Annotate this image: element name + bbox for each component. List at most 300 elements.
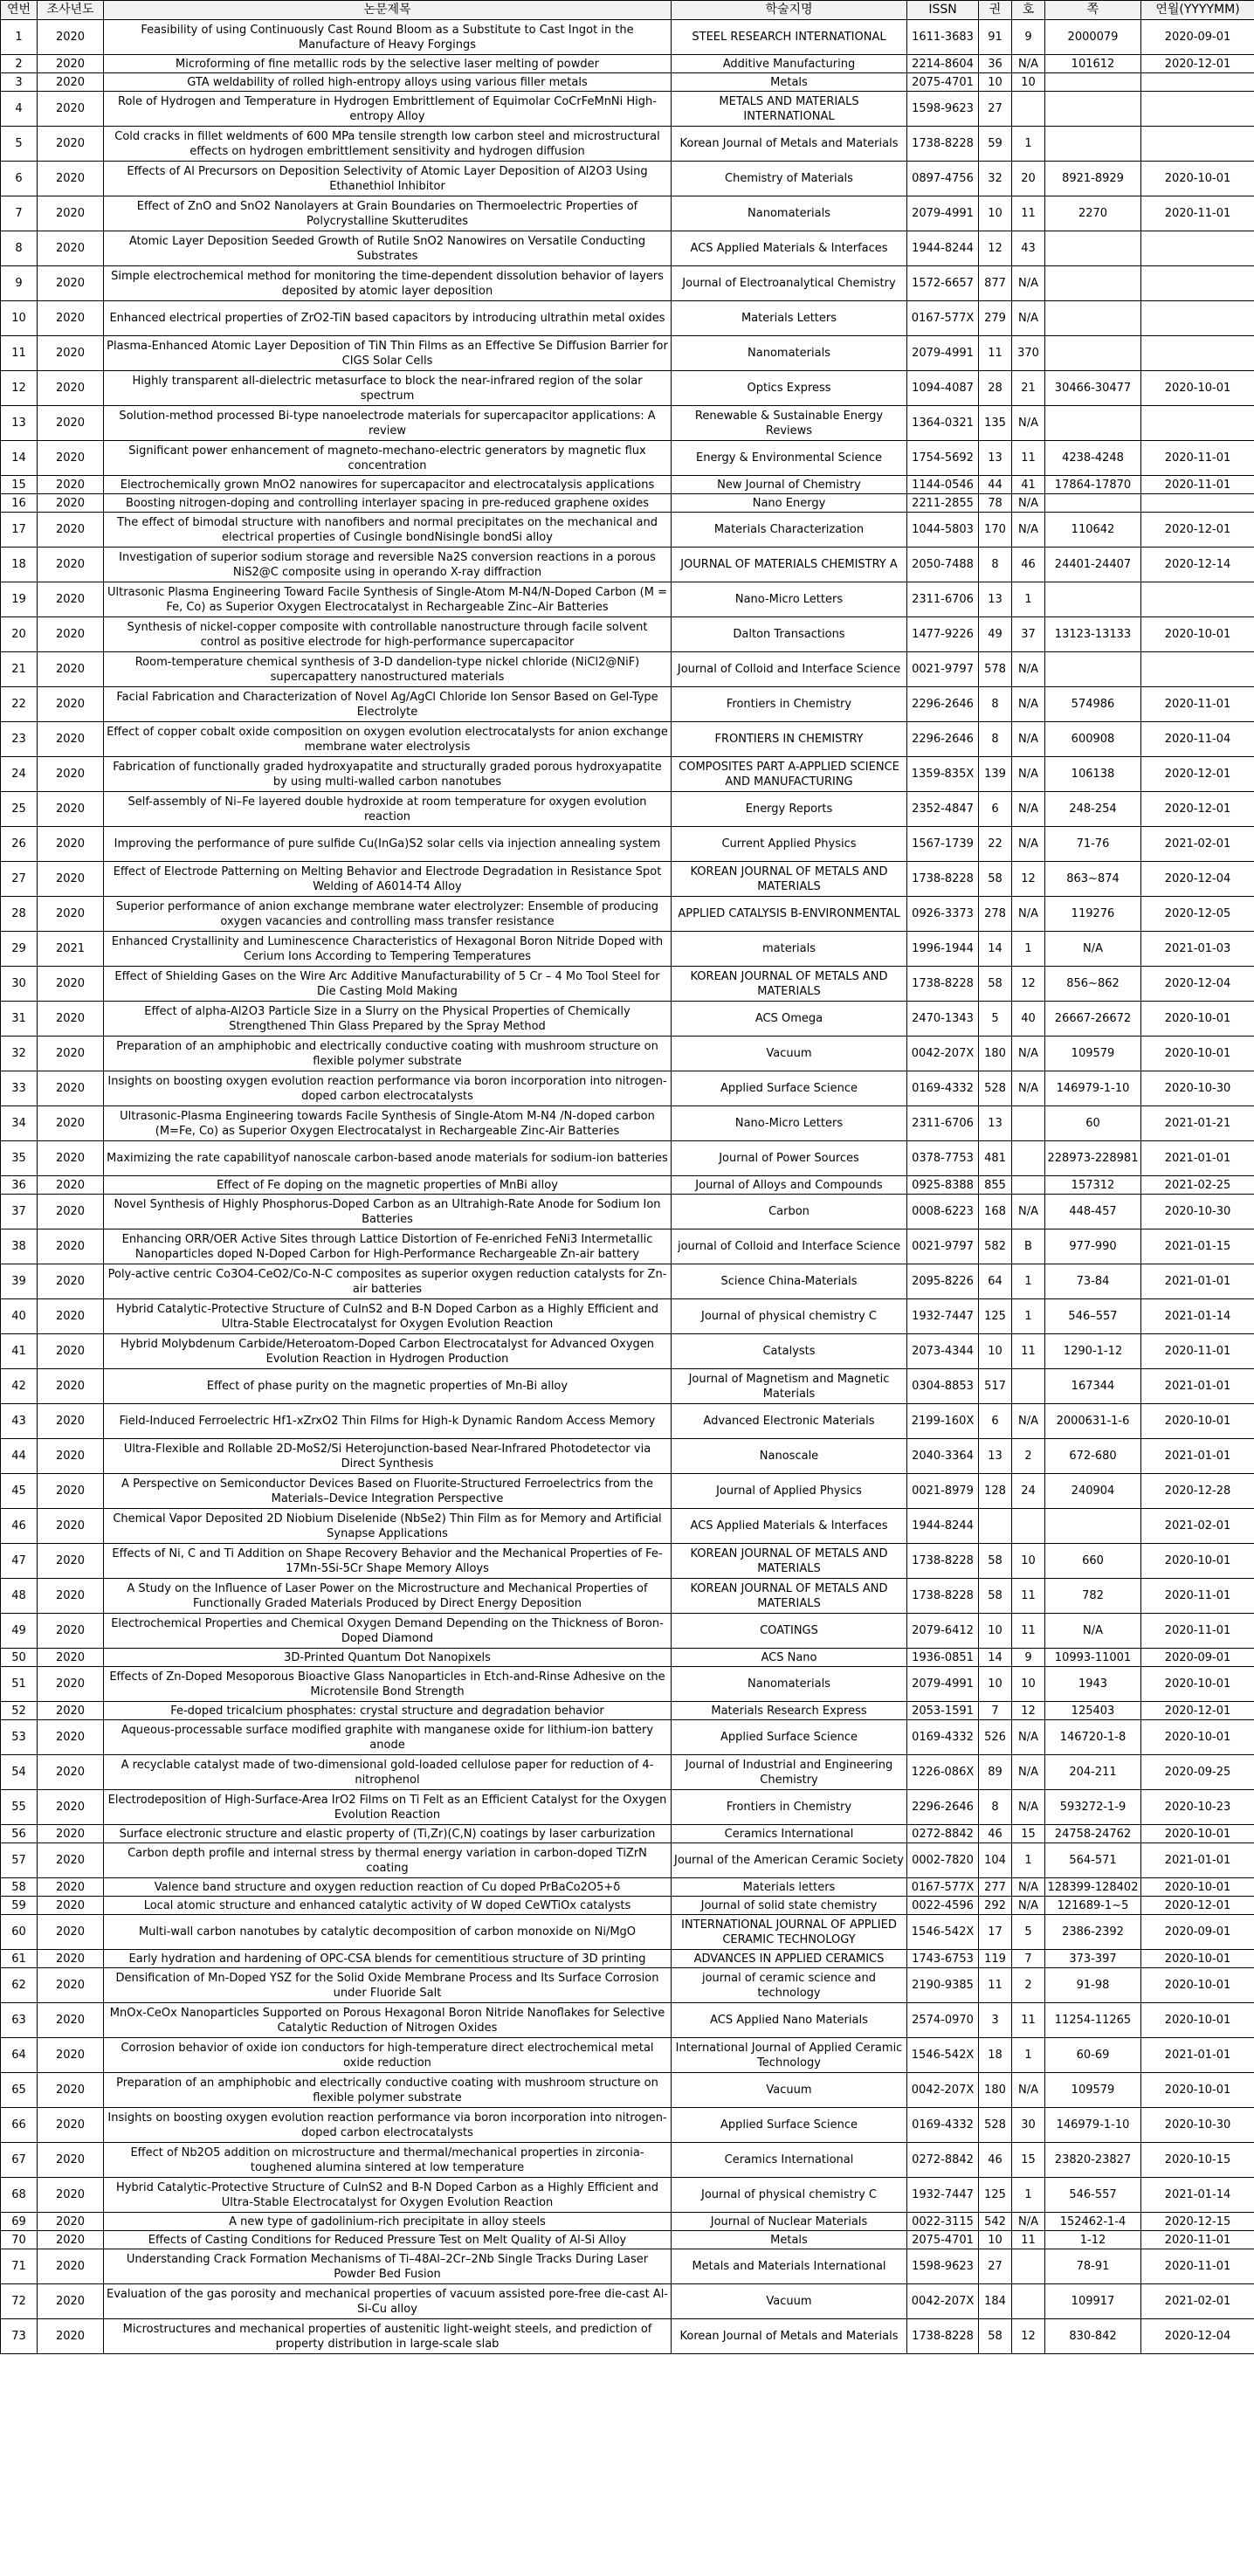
cell-title: Hybrid Catalytic-Protective Structure of CuInS2 and B-N Doped Carbon as a Highly Efficient and Ultra-Stable Electrocatalyst for Oxygen Evolution Reaction [104,2178,672,2213]
cell-journal: Metals and Materials International [672,2249,907,2284]
cell-journal: Journal of the American Ceramic Society [672,1843,907,1878]
cell-volume: 36 [979,55,1012,73]
cell-year: 2020 [38,2284,104,2319]
cell-pages: 600908 [1045,722,1141,757]
cell-issn: 1546-542X [907,2038,979,2073]
cell-title: GTA weldability of rolled high-entropy alloys using various filler metals [104,73,672,92]
cell-no: 38 [1,1229,38,1264]
cell-date: 2020-11-01 [1141,2249,1254,2284]
table-row [1,1755,1254,1790]
cell-journal: Applied Surface Science [672,2108,907,2143]
cell-pages: 125403 [1045,1702,1141,1720]
cell-issue: 5 [1012,1915,1045,1950]
cell-issue: 1 [1012,2038,1045,2073]
cell-issn: 0008-6223 [907,1195,979,1229]
cell-pages: 110642 [1045,513,1141,548]
cell-journal: Frontiers in Chemistry [672,1790,907,1825]
cell-date: 2020-12-01 [1141,757,1254,792]
cell-pages: 2270 [1045,196,1141,231]
cell-journal: KOREAN JOURNAL OF METALS AND MATERIALS [672,1544,907,1579]
cell-volume: 180 [979,2073,1012,2108]
cell-issn: 1611-3683 [907,20,979,55]
cell-volume: 119 [979,1950,1012,1968]
cell-issue [1012,1176,1045,1195]
cell-date: 2020-10-01 [1141,2073,1254,2108]
table-row [1,2108,1254,2143]
cell-year: 2020 [38,1915,104,1950]
cell-journal: Chemistry of Materials [672,162,907,196]
table-row [1,1176,1254,1195]
cell-volume: 78 [979,494,1012,513]
table-row [1,1649,1254,1667]
cell-issue: 1 [1012,127,1045,162]
table-row [1,73,1254,92]
cell-volume: 14 [979,1649,1012,1667]
cell-year: 2020 [38,1667,104,1702]
table-row [1,1702,1254,1720]
cell-pages: 1-12 [1045,2231,1141,2249]
cell-issn: 1754-5692 [907,441,979,476]
cell-volume: 10 [979,2231,1012,2249]
cell-journal: ACS Applied Nano Materials [672,2003,907,2038]
table-row [1,1790,1254,1825]
cell-issue: 11 [1012,2231,1045,2249]
cell-issn: 2079-6412 [907,1614,979,1649]
cell-year: 2020 [38,1369,104,1404]
cell-year: 2020 [38,1106,104,1141]
cell-no: 32 [1,1037,38,1071]
cell-journal: Vacuum [672,2073,907,2108]
table-row [1,1720,1254,1755]
cell-no: 49 [1,1614,38,1649]
cell-issue: N/A [1012,1195,1045,1229]
cell-date: 2021-01-21 [1141,1106,1254,1141]
table-row [1,1968,1254,2003]
cell-issue [1012,1369,1045,1404]
cell-issn: 0042-207X [907,1037,979,1071]
cell-title: Ultrasonic Plasma Engineering Toward Facile Synthesis of Single-Atom M-N4/N-Doped Carbon (M = Fe, Co) as Superior Oxygen Electrocatalyst in Rechargeable Zinc–Air Batteries [104,582,672,617]
cell-no: 6 [1,162,38,196]
cell-pages: 204-211 [1045,1755,1141,1790]
cell-title: Fe-doped tricalcium phosphates: crystal structure and degradation behavior [104,1702,672,1720]
cell-date: 2020-10-01 [1141,371,1254,406]
cell-pages [1045,336,1141,371]
table-row [1,92,1254,127]
cell-title: Investigation of superior sodium storage and reversible Na2S conversion reactions in a porous NiS2@C composite using in operando X-ray diffraction [104,548,672,582]
cell-pages: 863~874 [1045,862,1141,897]
cell-no: 28 [1,897,38,932]
cell-pages: 24758-24762 [1045,1825,1141,1843]
cell-title: Hybrid Molybdenum Carbide/Heteroatom-Doped Carbon Electrocatalyst for Advanced Oxygen Evolution Reaction in Hydrogen Production [104,1334,672,1369]
cell-date: 2021-01-01 [1141,1264,1254,1299]
cell-volume: 135 [979,406,1012,441]
cell-journal: Journal of Industrial and Engineering Chemistry [672,1755,907,1790]
cell-date: 2020-10-01 [1141,1404,1254,1439]
cell-year: 2020 [38,1614,104,1649]
cell-date [1141,127,1254,162]
cell-title: Enhanced Crystallinity and Luminescence Characteristics of Hexagonal Boron Nitride Doped with Cerium Ions According to Tempering Temperatures [104,932,672,967]
table-row [1,1474,1254,1509]
cell-date: 2021-01-01 [1141,1843,1254,1878]
cell-volume: 8 [979,687,1012,722]
cell-date: 2020-11-01 [1141,441,1254,476]
cell-issue: N/A [1012,1897,1045,1915]
cell-issue: N/A [1012,1071,1045,1106]
cell-pages [1045,406,1141,441]
cell-year: 2020 [38,1264,104,1299]
cell-no: 22 [1,687,38,722]
cell-issue [1012,2249,1045,2284]
table-row [1,336,1254,371]
cell-year: 2020 [38,2108,104,2143]
cell-no: 17 [1,513,38,548]
cell-date: 2020-12-15 [1141,2213,1254,2231]
cell-pages: 24401-24407 [1045,548,1141,582]
cell-volume: 517 [979,1369,1012,1404]
cell-date: 2020-10-01 [1141,1825,1254,1843]
cell-title: Effects of Ni, C and Ti Addition on Shape Recovery Behavior and the Mechanical Properties of Fe-17Mn-5Si-5Cr Shape Memory Alloys [104,1544,672,1579]
table-row [1,301,1254,336]
cell-date: 2020-09-01 [1141,20,1254,55]
cell-no: 61 [1,1950,38,1968]
cell-pages: 109917 [1045,2284,1141,2319]
cell-issn: 1944-8244 [907,231,979,266]
cell-journal: Catalysts [672,1334,907,1369]
cell-title: Evaluation of the gas porosity and mechanical properties of vacuum assisted pore-free die-cast Al-Si-Cu alloy [104,2284,672,2319]
cell-volume: 17 [979,1915,1012,1950]
cell-no: 2 [1,55,38,73]
table-row [1,1667,1254,1702]
cell-no: 65 [1,2073,38,2108]
cell-issn: 2073-4344 [907,1334,979,1369]
cell-issue: 41 [1012,476,1045,494]
cell-volume: 28 [979,371,1012,406]
cell-issue: N/A [1012,55,1045,73]
cell-no: 69 [1,2213,38,2231]
cell-no: 36 [1,1176,38,1195]
cell-issue: 1 [1012,582,1045,617]
cell-issn: 0042-207X [907,2073,979,2108]
cell-year: 2020 [38,652,104,687]
cell-pages: 60-69 [1045,2038,1141,2073]
cell-issn: 0272-8842 [907,2143,979,2178]
cell-journal: Frontiers in Chemistry [672,687,907,722]
cell-title: Effect of copper cobalt oxide composition on oxygen evolution electrocatalysts for anion exchange membrane water electrolysis [104,722,672,757]
cell-no: 42 [1,1369,38,1404]
cell-no: 20 [1,617,38,652]
cell-issn: 2296-2646 [907,722,979,757]
cell-title: Aqueous-processable surface modified graphite with manganese oxide for lithium-ion battery anode [104,1720,672,1755]
table-row [1,266,1254,301]
cell-no: 50 [1,1649,38,1667]
cell-issn: 0042-207X [907,2284,979,2319]
cell-issn: 1932-7447 [907,2178,979,2213]
cell-journal: KOREAN JOURNAL OF METALS AND MATERIALS [672,967,907,1002]
cell-pages [1045,92,1141,127]
cell-date [1141,266,1254,301]
cell-no: 10 [1,301,38,336]
cell-pages: 109579 [1045,2073,1141,2108]
cell-no: 7 [1,196,38,231]
cell-no: 37 [1,1195,38,1229]
cell-journal: KOREAN JOURNAL OF METALS AND MATERIALS [672,862,907,897]
cell-no: 59 [1,1897,38,1915]
cell-journal: Additive Manufacturing [672,55,907,73]
cell-date: 2020-10-01 [1141,2003,1254,2038]
table-row [1,1195,1254,1229]
cell-title: Insights on boosting oxygen evolution reaction performance via boron incorporation into nitrogen-doped carbon electrocatalysts [104,2108,672,2143]
cell-year: 2020 [38,827,104,862]
cell-journal: COMPOSITES PART A-APPLIED SCIENCE AND MANUFACTURING [672,757,907,792]
cell-pages: 2000079 [1045,20,1141,55]
cell-year: 2021 [38,932,104,967]
cell-pages [1045,127,1141,162]
table-row [1,757,1254,792]
cell-pages: 672-680 [1045,1439,1141,1474]
cell-issn: 0272-8842 [907,1825,979,1843]
cell-issn: 0021-9797 [907,652,979,687]
cell-year: 2020 [38,792,104,827]
cell-issue: 12 [1012,967,1045,1002]
cell-issue: 43 [1012,231,1045,266]
cell-journal: Metals [672,73,907,92]
cell-date: 2020-12-14 [1141,548,1254,582]
cell-pages: 101612 [1045,55,1141,73]
cell-issn: 2079-4991 [907,1667,979,1702]
cell-pages: 106138 [1045,757,1141,792]
cell-year: 2020 [38,336,104,371]
cell-no: 57 [1,1843,38,1878]
cell-year: 2020 [38,582,104,617]
cell-year: 2020 [38,548,104,582]
cell-issn: 2075-4701 [907,73,979,92]
cell-issn: 0002-7820 [907,1843,979,1878]
cell-pages: 1943 [1045,1667,1141,1702]
cell-journal: Current Applied Physics [672,827,907,862]
table-row [1,1264,1254,1299]
cell-volume: 58 [979,2319,1012,2354]
table-row [1,967,1254,1002]
cell-volume: 125 [979,1299,1012,1334]
cell-no: 66 [1,2108,38,2143]
cell-pages [1045,1509,1141,1544]
cell-issn: 1364-0321 [907,406,979,441]
cell-no: 55 [1,1790,38,1825]
cell-issue: 15 [1012,1825,1045,1843]
cell-pages: 73-84 [1045,1264,1141,1299]
cell-no: 5 [1,127,38,162]
cell-issn: 2352-4847 [907,792,979,827]
cell-issue: N/A [1012,827,1045,862]
cell-year: 2020 [38,1334,104,1369]
cell-issue [1012,1106,1045,1141]
cell-title: Electrodeposition of High-Surface-Area IrO2 Films on Ti Felt as an Efficient Catalyst for the Oxygen Evolution Reaction [104,1790,672,1825]
cell-title: Preparation of an amphiphobic and electrically conductive coating with mushroom structure on flexible polymer substrate [104,2073,672,2108]
cell-title: Corrosion behavior of oxide ion conductors for high-temperature direct electrochemical metal oxide reduction [104,2038,672,2073]
cell-pages: 109579 [1045,1037,1141,1071]
cell-pages: 91-98 [1045,1968,1141,2003]
cell-journal: Journal of Colloid and Interface Science [672,652,907,687]
cell-date: 2020-11-01 [1141,476,1254,494]
cell-issn: 2079-4991 [907,336,979,371]
cell-volume: 877 [979,266,1012,301]
table-row [1,1369,1254,1404]
cell-issn: 0167-577X [907,301,979,336]
cell-pages: 2386-2392 [1045,1915,1141,1950]
cell-no: 4 [1,92,38,127]
cell-year: 2020 [38,1299,104,1334]
cell-journal: materials [672,932,907,967]
cell-volume: 277 [979,1878,1012,1897]
cell-no: 3 [1,73,38,92]
cell-issue: N/A [1012,757,1045,792]
cell-title: Electrochemically grown MnO2 nanowires for supercapacitor and electrocatalysis applications [104,476,672,494]
table-row [1,494,1254,513]
cell-volume: 64 [979,1264,1012,1299]
cell-issn: 0021-9797 [907,1229,979,1264]
cell-journal: journal of Colloid and Interface Science [672,1229,907,1264]
cell-date [1141,301,1254,336]
cell-date: 2020-12-28 [1141,1474,1254,1509]
cell-issue: N/A [1012,652,1045,687]
cell-issn: 1738-8228 [907,1579,979,1614]
cell-journal: Journal of Nuclear Materials [672,2213,907,2231]
cell-no: 54 [1,1755,38,1790]
cell-pages: 146979-1-10 [1045,2108,1141,2143]
cell-title: Multi-wall carbon nanotubes by catalytic decomposition of carbon monoxide on Ni/MgO [104,1915,672,1950]
cell-no: 72 [1,2284,38,2319]
cell-volume: 13 [979,582,1012,617]
cell-issue: N/A [1012,1404,1045,1439]
cell-issn: 0897-4756 [907,162,979,196]
cell-journal: FRONTIERS IN CHEMISTRY [672,722,907,757]
cell-issn: 1572-6657 [907,266,979,301]
cell-journal: JOURNAL OF MATERIALS CHEMISTRY A [672,548,907,582]
cell-year: 2020 [38,862,104,897]
cell-issn: 1944-8244 [907,1509,979,1544]
cell-title: Valence band structure and oxygen reduction reaction of Cu doped PrBaCo2O5+δ [104,1878,672,1897]
cell-date: 2021-01-01 [1141,2038,1254,2073]
cell-title: Early hydration and hardening of OPC-CSA blends for cementitious structure of 3D printing [104,1950,672,1968]
cell-date: 2020-11-01 [1141,196,1254,231]
table-row [1,1878,1254,1897]
cell-date: 2020-10-01 [1141,1720,1254,1755]
cell-date: 2020-10-30 [1141,1071,1254,1106]
cell-no: 13 [1,406,38,441]
cell-volume: 168 [979,1195,1012,1229]
cell-pages: N/A [1045,932,1141,967]
cell-pages: 8921-8929 [1045,162,1141,196]
cell-issn: 0169-4332 [907,1071,979,1106]
cell-no: 11 [1,336,38,371]
cell-issue: N/A [1012,513,1045,548]
cell-journal: Metals [672,2231,907,2249]
cell-date [1141,336,1254,371]
table-row [1,617,1254,652]
cell-no: 26 [1,827,38,862]
cell-title: Atomic Layer Deposition Seeded Growth of Rutile SnO2 Nanowires on Versatile Conducting Substrates [104,231,672,266]
table-row [1,582,1254,617]
cell-issn: 0925-8388 [907,1176,979,1195]
cell-date: 2021-01-14 [1141,1299,1254,1334]
cell-journal: ACS Omega [672,1002,907,1037]
cell-volume: 49 [979,617,1012,652]
cell-volume: 46 [979,1825,1012,1843]
cell-pages [1045,73,1141,92]
cell-no: 9 [1,266,38,301]
table-row [1,1897,1254,1915]
cell-date: 2020-10-30 [1141,1195,1254,1229]
table-row [1,1071,1254,1106]
cell-no: 24 [1,757,38,792]
cell-issn: 1738-8228 [907,967,979,1002]
table-row [1,2319,1254,2354]
cell-journal: ACS Nano [672,1649,907,1667]
cell-volume: 58 [979,1544,1012,1579]
cell-date: 2021-02-01 [1141,1509,1254,1544]
cell-journal: Applied Surface Science [672,1720,907,1755]
cell-issue: N/A [1012,687,1045,722]
cell-issn: 2050-7488 [907,548,979,582]
cell-pages: 4238-4248 [1045,441,1141,476]
header-cell-title: 논문제목 [104,1,672,20]
cell-no: 1 [1,20,38,55]
cell-volume: 58 [979,1579,1012,1614]
cell-year: 2020 [38,1755,104,1790]
cell-year: 2020 [38,2178,104,2213]
cell-issn: 2574-0970 [907,2003,979,2038]
cell-pages: 30466-30477 [1045,371,1141,406]
cell-issn: 0304-8853 [907,1369,979,1404]
cell-pages [1045,266,1141,301]
cell-issn: 1738-8228 [907,2319,979,2354]
cell-issn: 1738-8228 [907,1544,979,1579]
cell-issue: N/A [1012,1790,1045,1825]
table-row [1,441,1254,476]
table-row [1,2038,1254,2073]
cell-no: 30 [1,967,38,1002]
cell-journal: Dalton Transactions [672,617,907,652]
cell-date: 2020-12-01 [1141,1897,1254,1915]
cell-title: Ultra-Flexible and Rollable 2D-MoS2/Si Heterojunction-based Near-Infrared Photodetector via Direct Synthesis [104,1439,672,1474]
cell-issue: 370 [1012,336,1045,371]
cell-journal: COATINGS [672,1614,907,1649]
cell-journal: Vacuum [672,2284,907,2319]
cell-date [1141,231,1254,266]
cell-date [1141,652,1254,687]
cell-issue: 11 [1012,196,1045,231]
cell-volume: 13 [979,441,1012,476]
cell-journal: Journal of solid state chemistry [672,1897,907,1915]
cell-no: 33 [1,1071,38,1106]
cell-pages: 152462-1-4 [1045,2213,1141,2231]
cell-pages: 23820-23827 [1045,2143,1141,2178]
cell-journal: Nanomaterials [672,196,907,231]
header-cell-volume: 권 [979,1,1012,20]
cell-year: 2020 [38,1002,104,1037]
cell-title: Electrochemical Properties and Chemical Oxygen Demand Depending on the Thickness of Boron-Doped Diamond [104,1614,672,1649]
cell-date: 2020-10-01 [1141,1968,1254,2003]
cell-issue: 40 [1012,1002,1045,1037]
cell-pages: 146720-1-8 [1045,1720,1141,1755]
cell-year: 2020 [38,513,104,548]
cell-issue [1012,2284,1045,2319]
cell-year: 2020 [38,2003,104,2038]
table-row [1,1299,1254,1334]
cell-date: 2020-12-01 [1141,513,1254,548]
cell-title: Feasibility of using Continuously Cast Round Bloom as a Substitute to Cast Ingot in the Manufacture of Heavy Forgings [104,20,672,55]
cell-date: 2020-11-01 [1141,1334,1254,1369]
